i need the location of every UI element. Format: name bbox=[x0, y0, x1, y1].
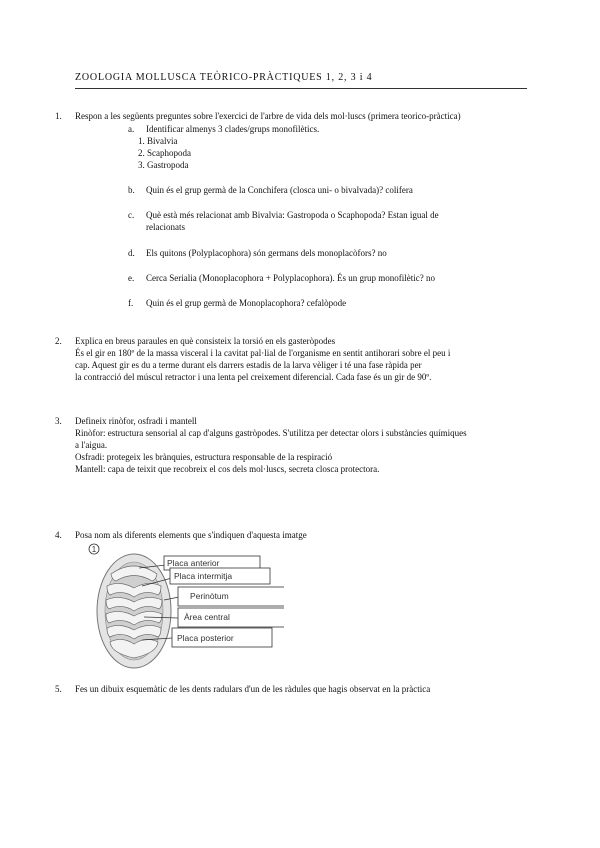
q5-number: 5. bbox=[55, 684, 62, 694]
q5-prompt: Fes un dibuix esquemàtic de les dents radulars d'un de les ràdules que hagis observat en la pràctica bbox=[75, 684, 431, 694]
q1c-text-line2: relacionats bbox=[146, 222, 185, 232]
q1f-text: Quin és el grup germà de Monoplacophora? cefalòpode bbox=[146, 298, 347, 308]
q1-number: 1. bbox=[55, 111, 62, 121]
q2-prompt: Explica en breus paraules en què consisteix la torsió en els gasteròpodes bbox=[75, 336, 336, 346]
q3-answer-line: a l'aigua. bbox=[75, 440, 108, 450]
q1a-letter: a. bbox=[128, 124, 135, 134]
q1a-list-item: 1. Bivalvia bbox=[138, 136, 178, 146]
q1a-list-item: 2. Scaphopoda bbox=[138, 148, 191, 158]
figure-label: Placa intermitja bbox=[174, 571, 233, 581]
figure-label: Àrea central bbox=[184, 612, 230, 622]
chiton-figure bbox=[84, 540, 284, 670]
figure-marker-number: 1 bbox=[91, 545, 97, 554]
q4-number: 4. bbox=[55, 530, 62, 540]
figure-label: Placa anterior bbox=[167, 558, 220, 568]
figure-label: Perinòtum bbox=[190, 591, 229, 601]
q1a-list-item: 3. Gastropoda bbox=[138, 160, 189, 170]
q1b-letter: b. bbox=[128, 185, 135, 195]
page-title: ZOOLOGIA MOLLUSCA TEÒRICO-PRÀCTIQUES 1, 2, 3 i 4 bbox=[75, 72, 373, 83]
q2-answer-line: cap. Aquest gir es du a terme durant els darrers estadis de la larva vèliger i té una fase ràpida per bbox=[75, 360, 422, 370]
q1d-letter: d. bbox=[128, 248, 135, 258]
q1e-letter: e. bbox=[128, 273, 135, 283]
q1c-letter: c. bbox=[128, 210, 135, 220]
q3-answer-line: Osfradi: protegeix les brànquies, estructura responsable de la respiració bbox=[75, 452, 333, 462]
q1e-text: Cerca Serialia (Monoplacophora + Polyplacophora). És un grup monofilètic? no bbox=[146, 273, 435, 283]
q1c-text-line1: Què està més relacionat amb Bivalvia: Gastropoda o Scaphopoda? Estan igual de bbox=[146, 210, 439, 220]
q3-answer-line: Rinòfor: estructura sensorial al cap d'alguns gastròpodes. S'utilitza per detectar olors i substàncies químiques bbox=[75, 428, 467, 438]
q1d-text: Els quitons (Polyplacophora) són germans dels monoplacòfors? no bbox=[146, 248, 387, 258]
q2-answer-line: la contracció del múscul retractor i una lenta pel creixement diferencial. Cada fase és un gir de 90º. bbox=[75, 372, 432, 382]
figure-label: Placa posterior bbox=[177, 633, 234, 643]
q1a-text: Identificar almenys 3 clades/grups monofilètics. bbox=[146, 124, 320, 134]
q3-prompt: Defineix rinòfor, osfradi i mantell bbox=[75, 416, 197, 426]
q3-answer-line: Mantell: capa de teixit que recobreix el cos dels mol·luscs, secreta closca protectora. bbox=[75, 464, 380, 474]
q4-prompt: Posa nom als diferents elements que s'indiquen d'aquesta imatge bbox=[75, 530, 307, 540]
header-divider bbox=[75, 88, 527, 89]
q3-number: 3. bbox=[55, 416, 62, 426]
q1b-text: Quin és el grup germà de la Conchifera (closca uni- o bivalvada)? colifera bbox=[146, 185, 413, 195]
q1f-letter: f. bbox=[128, 298, 134, 308]
q1-prompt: Respon a les següents preguntes sobre l'exercici de l'arbre de vida dels mol·luscs (primera teorico-pràctica) bbox=[75, 111, 461, 121]
q2-answer-line: És el gir en 180º de la massa visceral i la cavitat pal·lial de l'organisme en sentit antihorari sobre el peu i bbox=[75, 348, 451, 358]
q2-number: 2. bbox=[55, 336, 62, 346]
